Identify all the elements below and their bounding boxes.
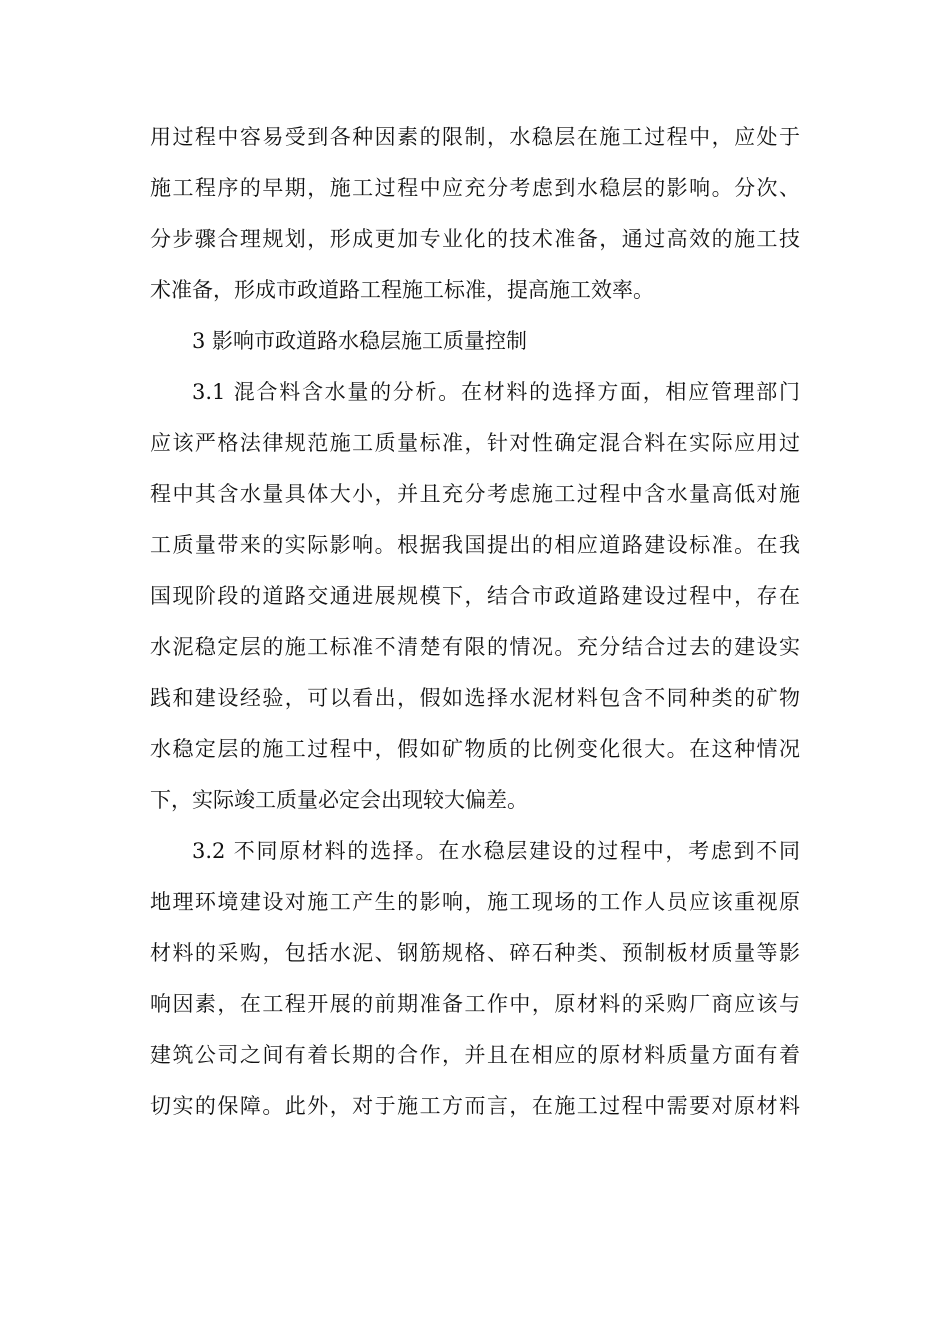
text-line: 践和建设经验，可以看出，假如选择水泥材料包含不同种类的矿物 xyxy=(150,686,800,710)
text-line: 响因素，在工程开展的前期准备工作中，原材料的采购厂商应该与 xyxy=(150,992,800,1016)
text-line: 水稳定层的施工过程中，假如矿物质的比例变化很大。在这种情况 xyxy=(150,737,800,761)
subsection-lead-line: 3.1 混合料含水量的分析。在材料的选择方面，相应管理部门 xyxy=(192,380,800,404)
text-line: 用过程中容易受到各种因素的限制，水稳层在施工过程中，应处于 xyxy=(150,125,800,149)
text-line: 地理环境建设对施工产生的影响，施工现场的工作人员应该重视原 xyxy=(150,890,800,914)
text-line: 应该严格法律规范施工质量标准，针对性确定混合料在实际应用过 xyxy=(150,431,800,455)
text-line: 材料的采购，包括水泥、钢筋规格、碎石种类、预制板材质量等影 xyxy=(150,941,800,965)
text-line: 程中其含水量具体大小，并且充分考虑施工过程中含水量高低对施 xyxy=(150,482,800,506)
text-line: 施工程序的早期，施工过程中应充分考虑到水稳层的影响。分次、 xyxy=(150,176,800,200)
text-line: 分步骤合理规划，形成更加专业化的技术准备，通过高效的施工技 xyxy=(150,227,800,251)
subsection-lead-line: 3.2 不同原材料的选择。在水稳层建设的过程中，考虑到不同 xyxy=(192,839,800,863)
text-line: 国现阶段的道路交通进展规模下，结合市政道路建设过程中，存在 xyxy=(150,584,800,608)
text-line: 下，实际竣工质量必定会出现较大偏差。 xyxy=(150,788,528,812)
text-line: 工质量带来的实际影响。根据我国提出的相应道路建设标准。在我 xyxy=(150,533,800,557)
text-line: 建筑公司之间有着长期的合作，并且在相应的原材料质量方面有着 xyxy=(150,1043,800,1067)
text-line: 水泥稳定层的施工标准不清楚有限的情况。充分结合过去的建设实 xyxy=(150,635,800,659)
text-line: 术准备，形成市政道路工程施工标准，提高施工效率。 xyxy=(150,278,654,302)
section-heading: 3 影响市政道路水稳层施工质量控制 xyxy=(192,329,528,353)
document-body xyxy=(150,112,800,1132)
text-line: 切实的保障。此外，对于施工方而言，在施工过程中需要对原材料 xyxy=(150,1094,800,1118)
